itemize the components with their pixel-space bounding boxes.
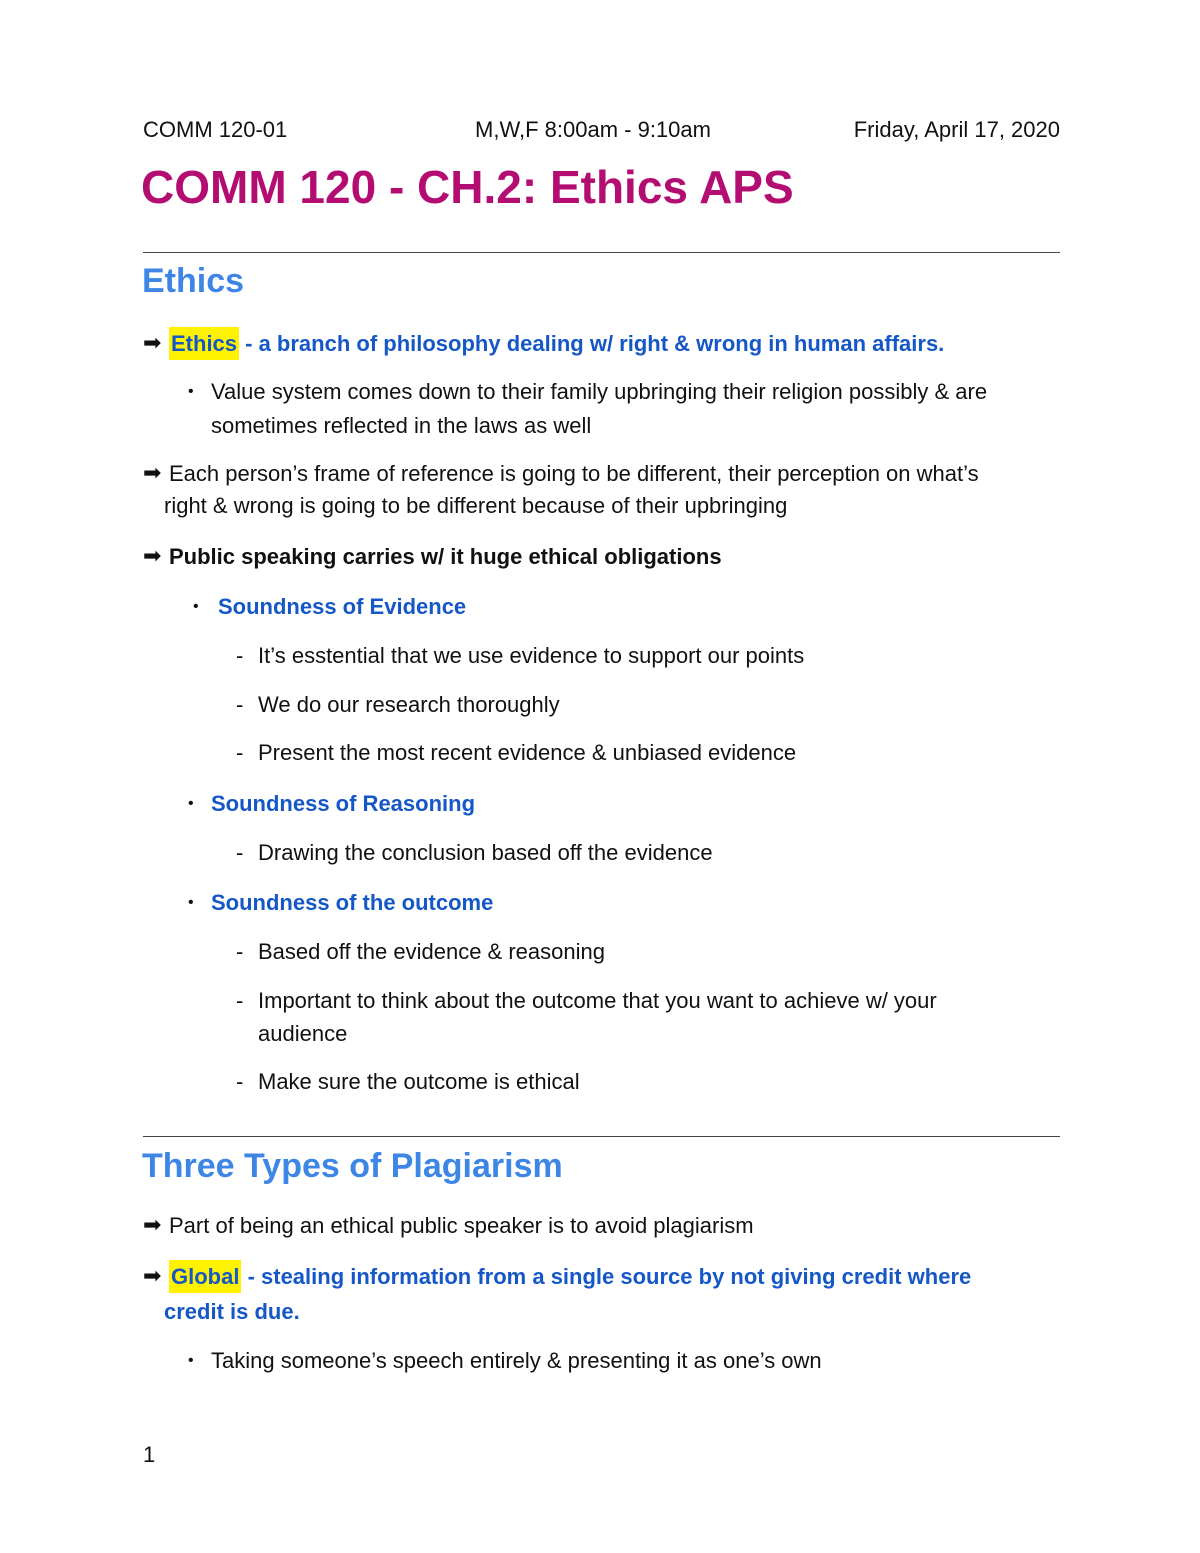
dash-bullet-icon: - xyxy=(236,1069,244,1094)
divider-top xyxy=(143,252,1060,253)
arrow-bullet-icon: ➡ xyxy=(143,460,162,485)
soundness-of-reasoning-label: Soundness of Reasoning xyxy=(211,791,476,816)
public-speaking-point: Public speaking carries w/ it huge ethical obligations xyxy=(169,544,722,569)
dash-bullet-icon: - xyxy=(236,643,244,668)
highlighted-term: Ethics xyxy=(169,327,239,360)
document-title: COMM 120 - CH.2: Ethics APS xyxy=(141,161,794,213)
outcome-item-continuation: audience xyxy=(258,1021,348,1046)
bullet-dot-icon: • xyxy=(188,795,194,812)
bullet-dot-icon: • xyxy=(193,598,199,615)
evidence-item: We do our research thoroughly xyxy=(258,692,560,717)
soundness-of-evidence-label: Soundness of Evidence xyxy=(218,594,467,619)
dash-bullet-icon: - xyxy=(236,740,244,765)
arrow-bullet-icon: ➡ xyxy=(143,1263,162,1288)
class-schedule: M,W,F 8:00am - 9:10am xyxy=(475,117,711,142)
outcome-item: Important to think about the outcome that you want to achieve w/ your xyxy=(258,988,937,1013)
course-code: COMM 120-01 xyxy=(143,117,288,142)
section-heading-ethics: Ethics xyxy=(142,262,245,300)
outcome-item: Based off the evidence & reasoning xyxy=(258,939,605,964)
arrow-bullet-icon: ➡ xyxy=(143,1212,162,1237)
arrow-bullet-icon: ➡ xyxy=(143,543,162,568)
section-heading-plagiarism: Three Types of Plagiarism xyxy=(142,1147,563,1185)
plagiarism-intro: Part of being an ethical public speaker is to avoid plagiarism xyxy=(169,1213,754,1238)
ethics-definition xyxy=(169,327,944,361)
evidence-item: Present the most recent evidence & unbiased evidence xyxy=(258,740,797,765)
dash-bullet-icon: - xyxy=(236,840,244,865)
frame-of-reference-line-2: right & wrong is going to be different because of their upbringing xyxy=(164,493,788,518)
reasoning-item: Drawing the conclusion based off the evidence xyxy=(258,840,713,865)
note-date: Friday, April 17, 2020 xyxy=(853,117,1060,142)
bullet-dot-icon: • xyxy=(188,1352,194,1369)
divider-middle xyxy=(143,1136,1060,1137)
global-definition xyxy=(169,1260,971,1294)
outcome-item: Make sure the outcome is ethical xyxy=(258,1069,580,1094)
dash-bullet-icon: - xyxy=(236,692,244,717)
highlighted-term: Global xyxy=(169,1260,241,1293)
arrow-bullet-icon: ➡ xyxy=(143,330,162,355)
value-system-line-1: Value system comes down to their family upbringing their religion possibly & are xyxy=(211,379,988,404)
global-definition-continuation: credit is due. xyxy=(164,1299,300,1324)
definition-text: - stealing information from a single source by not giving credit where xyxy=(241,1264,972,1289)
value-system-line-2: sometimes reflected in the laws as well xyxy=(211,413,592,438)
dash-bullet-icon: - xyxy=(236,939,244,964)
bullet-dot-icon: • xyxy=(188,383,194,400)
soundness-of-outcome-label: Soundness of the outcome xyxy=(211,890,494,915)
dash-bullet-icon: - xyxy=(236,988,244,1013)
page-number: 1 xyxy=(143,1442,156,1467)
bullet-dot-icon: • xyxy=(188,894,194,911)
evidence-item: It’s esstential that we use evidence to support our points xyxy=(258,643,805,668)
frame-of-reference-line-1: Each person’s frame of reference is going to be different, their perception on what’s xyxy=(169,461,979,486)
global-example: Taking someone’s speech entirely & presenting it as one’s own xyxy=(211,1348,822,1373)
definition-text: - a branch of philosophy dealing w/ right & wrong in human affairs. xyxy=(239,331,945,356)
page-header xyxy=(143,117,1060,147)
